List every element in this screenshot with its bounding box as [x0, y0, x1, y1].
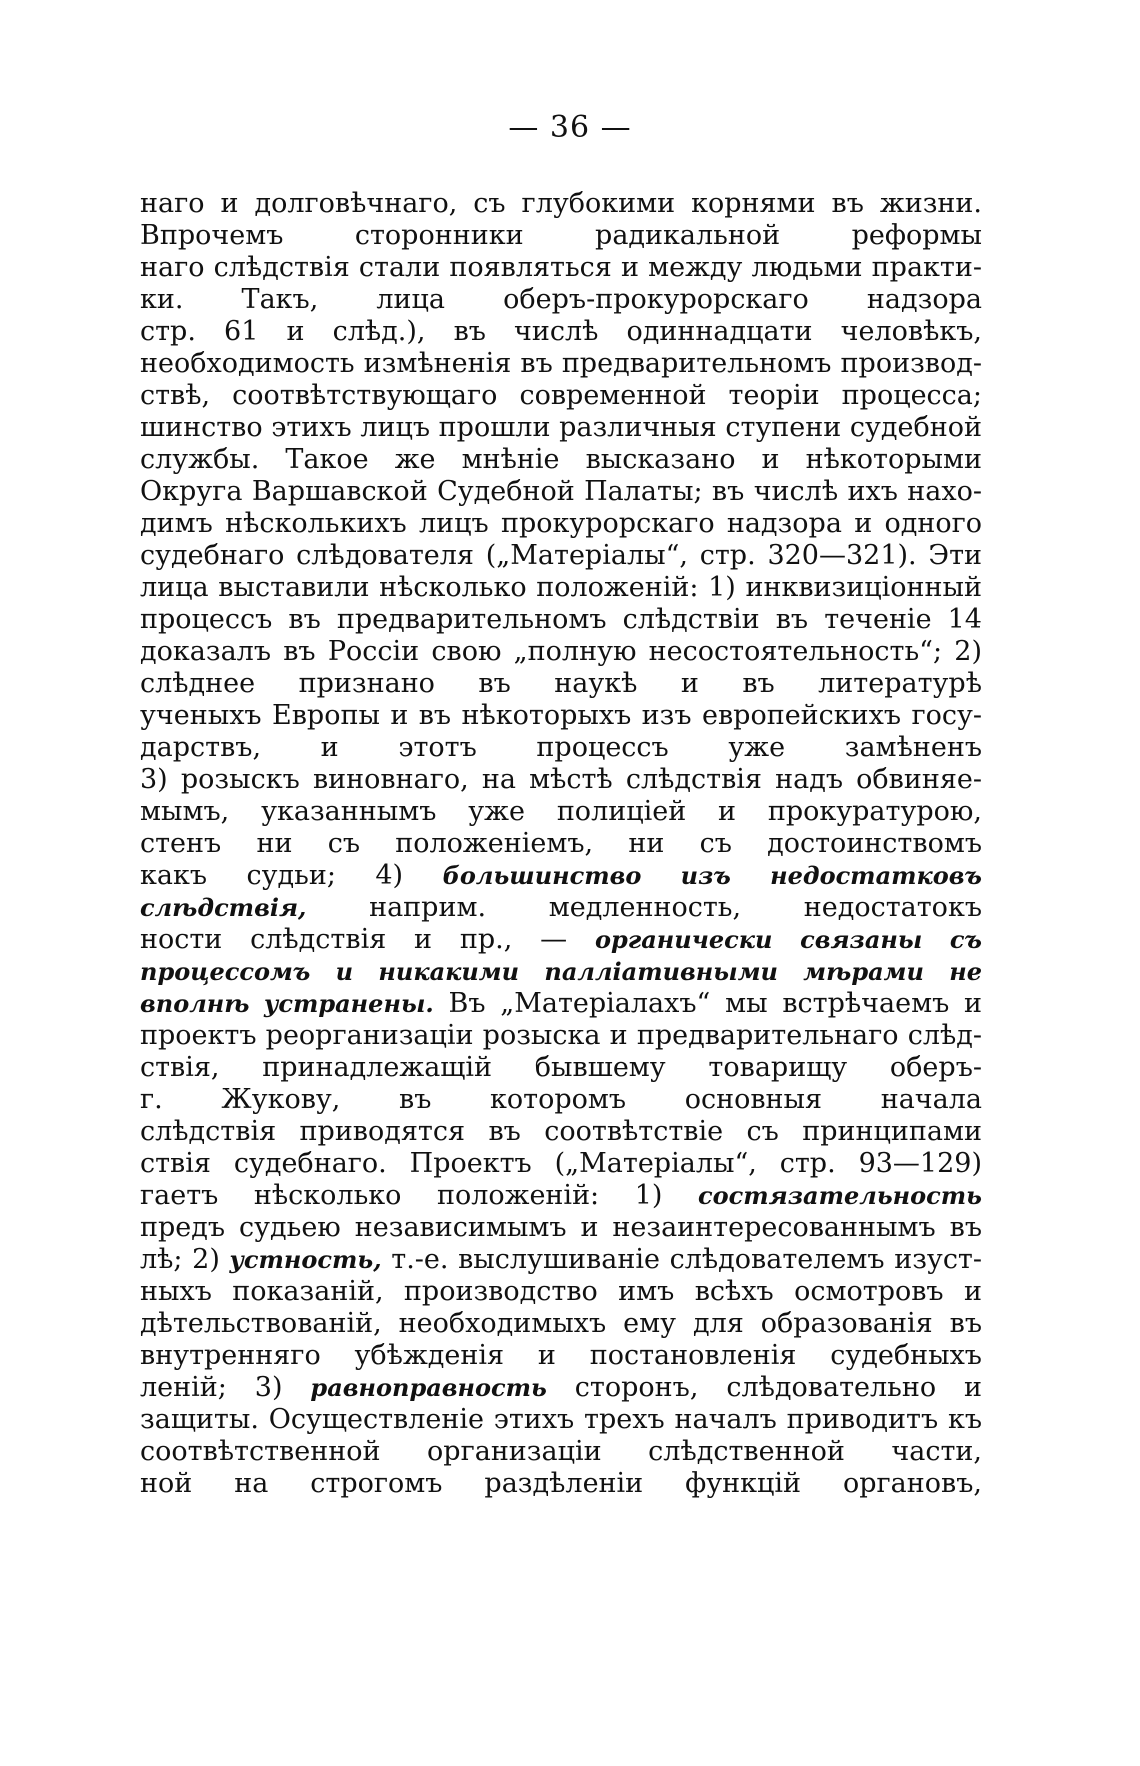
line-text: доказалъ въ Россіи свою „полную несостоятельность“; 2) — [140, 636, 982, 667]
text-line — [140, 860, 982, 892]
line-text: г. Жукову, въ которомъ основныя начала — [140, 1084, 982, 1115]
line-text: т.-е. выслушиваніе слѣдователемъ изуст- — [381, 1244, 982, 1275]
text-line — [140, 1180, 982, 1212]
line-text: леній; 3) — [140, 1372, 311, 1403]
text-line — [140, 540, 982, 572]
text-line — [140, 1212, 982, 1244]
text-line — [140, 1308, 982, 1340]
line-text: сторонъ, слѣдовательно и — [574, 1372, 982, 1403]
page-number: — 36 — — [508, 110, 632, 145]
line-text: дарствъ, и этотъ процессъ уже замѣненъ — [140, 732, 982, 763]
line-text: ствія, принадлежащій бывшему товарищу оберъ- — [140, 1052, 982, 1083]
text-line — [140, 988, 982, 1020]
line-text: лица выставили нѣсколько положеній: 1) инквизиціонный — [140, 572, 982, 603]
line-text: ки. Такъ, лица оберъ-прокурорскаго надзора — [140, 284, 982, 315]
text-line — [140, 796, 982, 828]
line-text: Въ „Матеріалахъ“ мы встрѣчаемъ и — [448, 988, 982, 1019]
text-line — [140, 1084, 982, 1116]
body-text — [140, 188, 982, 1500]
line-text: шинство этихъ лицъ прошли различныя ступени судебной — [140, 412, 982, 443]
line-text: Впрочемъ сторонники радикальной реформы — [140, 220, 982, 251]
text-line — [140, 700, 982, 732]
line-text: соотвѣтственной организаціи слѣдственной части, — [140, 1436, 982, 1467]
text-line — [140, 316, 982, 348]
line-text: ной на строгомъ раздѣленіи функцій органовъ, — [140, 1468, 982, 1499]
text-line — [140, 668, 982, 700]
text-line — [140, 1436, 982, 1468]
line-text: ствѣ, соотвѣтствующаго современной теоріи процесса; — [140, 380, 982, 411]
line-text: предъ судьею независимымъ и незаинтересованнымъ въ — [140, 1212, 982, 1243]
text-line — [140, 188, 982, 220]
line-text: слѣдствія приводятся въ соотвѣтствіе съ принципами — [140, 1116, 982, 1147]
line-text: лѣ; 2) — [140, 1244, 230, 1275]
line-text: слѣднее признано въ наукѣ и въ литературѣ — [140, 668, 982, 699]
line-text: какъ судьи; 4) — [140, 860, 443, 891]
text-line — [140, 732, 982, 764]
line-text: проектъ реорганизаціи розыска и предварительнаго слѣд- — [140, 1020, 982, 1051]
emphasized-text: процессомъ и никакими палліативными мѣрами не — [140, 957, 982, 986]
line-text: судебнаго слѣдователя („Матеріалы“, стр. 320—321). Эти — [140, 540, 982, 571]
line-text: Округа Варшавской Судебной Палаты; въ числѣ ихъ нахо- — [140, 476, 982, 507]
text-line — [140, 1340, 982, 1372]
text-line — [140, 220, 982, 252]
line-text: стр. 61 и слѣд.), въ числѣ одиннадцати человѣкъ, — [140, 316, 982, 347]
text-line — [140, 412, 982, 444]
text-line — [140, 1468, 982, 1500]
line-text: необходимость измѣненія въ предварительномъ производ- — [140, 348, 982, 379]
text-line — [140, 444, 982, 476]
line-text: наго и долговѣчнаго, съ глубокими корнями въ жизни. — [140, 188, 982, 219]
text-line — [140, 348, 982, 380]
text-line — [140, 924, 982, 956]
line-text: внутренняго убѣжденія и постановленія судебныхъ — [140, 1340, 982, 1371]
text-line — [140, 476, 982, 508]
line-text: ныхъ показаній, производство имъ всѣхъ осмотровъ и — [140, 1276, 982, 1307]
text-line — [140, 1372, 982, 1404]
text-line — [140, 1052, 982, 1084]
line-text: защиты. Осуществленіе этихъ трехъ началъ приводитъ къ — [140, 1404, 982, 1435]
line-text: 3) розыскъ виновнаго, на мѣстѣ слѣдствія надъ обвиняе- — [140, 764, 982, 795]
text-line — [140, 572, 982, 604]
text-line — [140, 1020, 982, 1052]
text-line — [140, 956, 982, 988]
emphasized-text: большинство изъ недостатковъ — [442, 861, 982, 890]
line-text: наго слѣдствія стали появляться и между людьми практи- — [140, 252, 982, 283]
emphasized-text: состязательность — [697, 1181, 982, 1210]
emphasized-text: равноправность — [310, 1373, 547, 1402]
line-text: ученыхъ Европы и въ нѣкоторыхъ изъ европейскихъ госу- — [140, 700, 982, 731]
text-line — [140, 828, 982, 860]
text-line — [140, 892, 982, 924]
text-line — [140, 764, 982, 796]
line-text: гаетъ нѣсколько положеній: 1) — [140, 1180, 698, 1211]
text-line — [140, 1276, 982, 1308]
text-line — [140, 380, 982, 412]
text-line — [140, 508, 982, 540]
text-line — [140, 604, 982, 636]
text-line — [140, 1244, 982, 1276]
text-line — [140, 1116, 982, 1148]
emphasized-text: устность, — [229, 1245, 382, 1274]
line-text: стенъ ни съ положеніемъ, ни съ достоинствомъ — [140, 828, 982, 859]
line-text: ствія судебнаго. Проектъ („Матеріалы“, стр. 93—129) — [140, 1148, 982, 1179]
line-text: димъ нѣсколькихъ лицъ прокурорскаго надзора и одного — [140, 508, 982, 539]
text-line — [140, 636, 982, 668]
line-text: ности слѣдствія и пр., — — [140, 924, 595, 955]
line-text: наприм. медленность, недостатокъ — [369, 892, 982, 923]
line-text: процессъ въ предварительномъ слѣдствіи въ теченіе 14 — [140, 604, 982, 635]
text-line — [140, 284, 982, 316]
text-line — [140, 252, 982, 284]
text-line — [140, 1404, 982, 1436]
emphasized-text: вполнѣ устранены. — [140, 989, 434, 1018]
emphasized-text: органически связаны съ — [594, 925, 982, 954]
line-text: дѣтельствованій, необходимыхъ ему для образованія въ — [140, 1308, 982, 1339]
line-text: службы. Такое же мнѣніе высказано и нѣкоторыми — [140, 444, 982, 475]
text-line — [140, 1148, 982, 1180]
line-text: мымъ, указаннымъ уже полиціей и прокуратурою, — [140, 796, 982, 827]
emphasized-text: слѣдствія, — [140, 893, 307, 922]
